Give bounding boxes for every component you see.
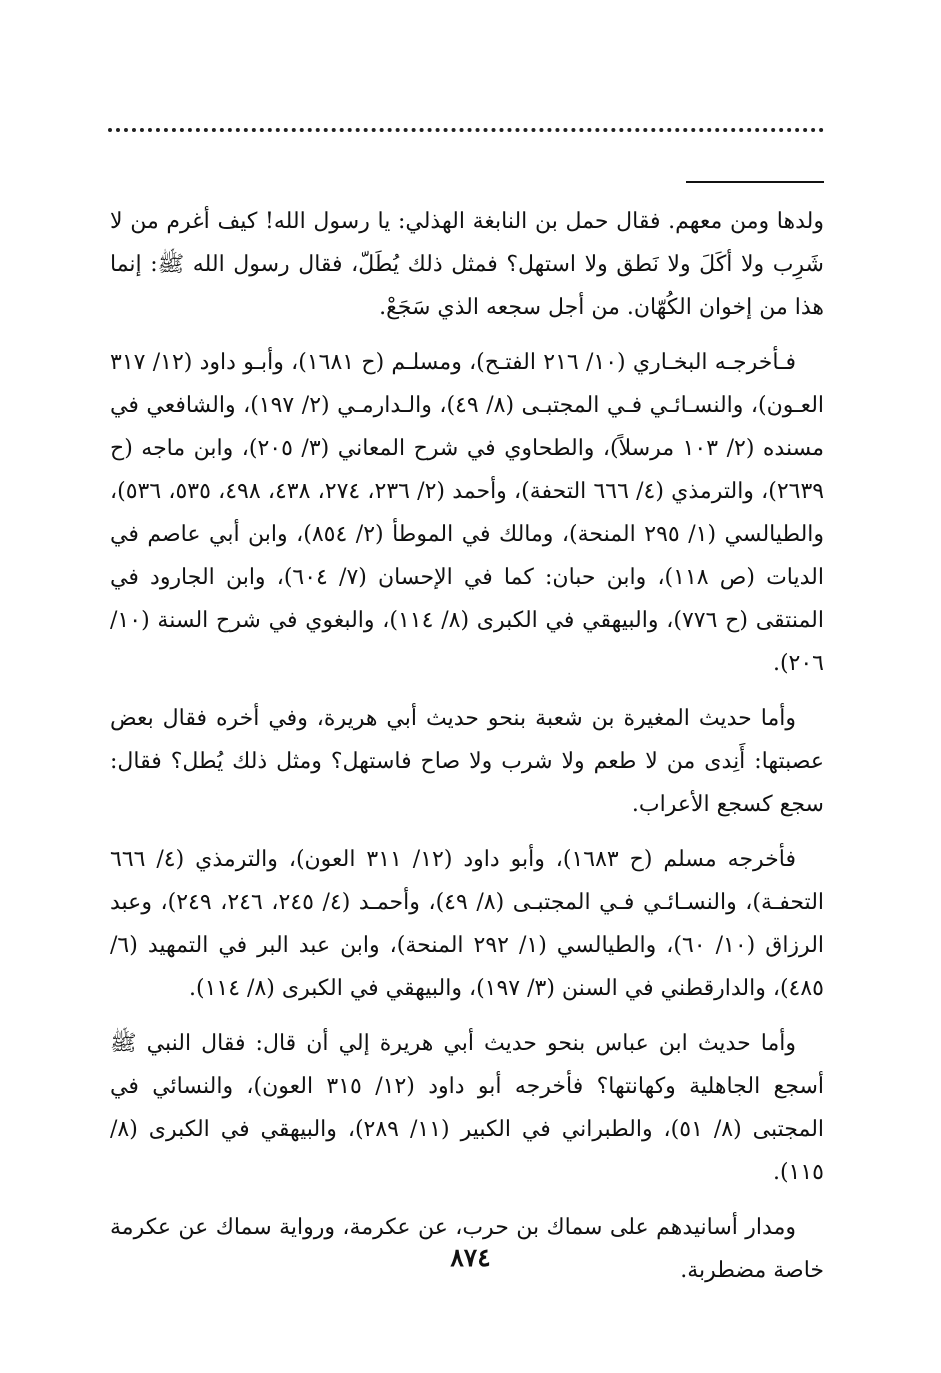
dotted-separator [108, 128, 824, 132]
paragraph: ومدار أسانيدهم على سماك بن حرب، عن عكرمة، ورواية سماك عن عكرمة خاصة مضطربة. [110, 1215, 824, 1283]
body-text [110, 200, 824, 1304]
paragraph: ولدها ومن معهم. فقال حمل بن النابغة الهذلي: يا رسول الله! كيف أغرم من لا شَرِب ولا أكَلَ ولا نَطق ولا استهل؟ فمثل ذلك يُطَلّ، فقال رسول الله ﷺ: إنما هذا من إخوان الكُهّان. من أجل سجعه الذي سَجَعْ. [110, 209, 824, 320]
paragraph: فأخرجه مسلم (ح ١٦٨٣)، وأبو داود (١٢/ ٣١١ العون)، والترمذي (٤/ ٦٦٦ التحفـة)، والنسـائـي فـي المجتبـى (٨/ ٤٩)، وأحمـد (٤/ ٢٤٥، ٢٤٦، ٢٤٩)، وعبد الرزاق (١٠/ ٦٠)، والطيالسي (١/ ٢٩٢ المنحة)، وابن عبد البر في التمهيد (٦/ ٤٨٥)، والدارقطني في السنن (٣/ ١٩٧)، والبيهقي في الكبرى (٨/ ١١٤). [110, 847, 825, 1001]
page-number: ٨٧٤ [450, 1243, 491, 1272]
footnote-rule [686, 181, 824, 183]
paragraph: وأما حديث ابن عباس بنحو حديث أبي هريرة إلي أن قال: فقال النبي ﷺ أسجع الجاهلية وكهانتها؟ فأخرجه أبو داود (١٢/ ٣١٥ العون)، والنسائي في المجتبى (٨/ ٥١)، والطبراني في الكبير (١١/ ٢٨٩)، والبيهقي في الكبرى (٨/ ١١٥). [110, 1031, 825, 1185]
paragraph: وأما حديث المغيرة بن شعبة بنحو حديث أبي هريرة، وفي أخره فقال بعض عصبتها: أَنِدى من لا طعم ولا شرب ولا صاح فاستهل؟ ومثل ذلك يُطل؟ فقال: سجع كسجع الأعراب. [110, 706, 824, 817]
paragraph: فـأخرجـه البخـاري (١٠/ ٢١٦ الفتـح)، ومسلـم (ح ١٦٨١)، وأبـو داود (١٢/ ٣١٧ العـون)، والنسـائـي فـي المجتبـى (٨/ ٤٩)، والـدارمـي (٢/ ١٩٧)، والشافعي في مسنده (٢/ ١٠٣ مرسلاً)، والطحاوي في شرح المعاني (٣/ ٢٠٥)، وابن ماجه (ح ٢٦٣٩)، والترمذي (٤/ ٦٦٦ التحفة)، وأحمد (٢/ ٢٣٦، ٢٧٤، ٤٣٨، ٤٩٨، ٥٣٥، ٥٣٦)، والطيالسي (١/ ٢٩٥ المنحة)، ومالك في الموطأ (٢/ ٨٥٤)، وابن أبي عاصم في الديات (ص ١١٨)، وابن حبان: كما في الإحسان (٧/ ٦٠٤)، وابن الجارود في المنتقى (ح ٧٧٦)، والبيهقي في الكبرى (٨/ ١١٤)، والبغوي في شرح السنة (١٠/ ٢٠٦). [110, 350, 825, 676]
